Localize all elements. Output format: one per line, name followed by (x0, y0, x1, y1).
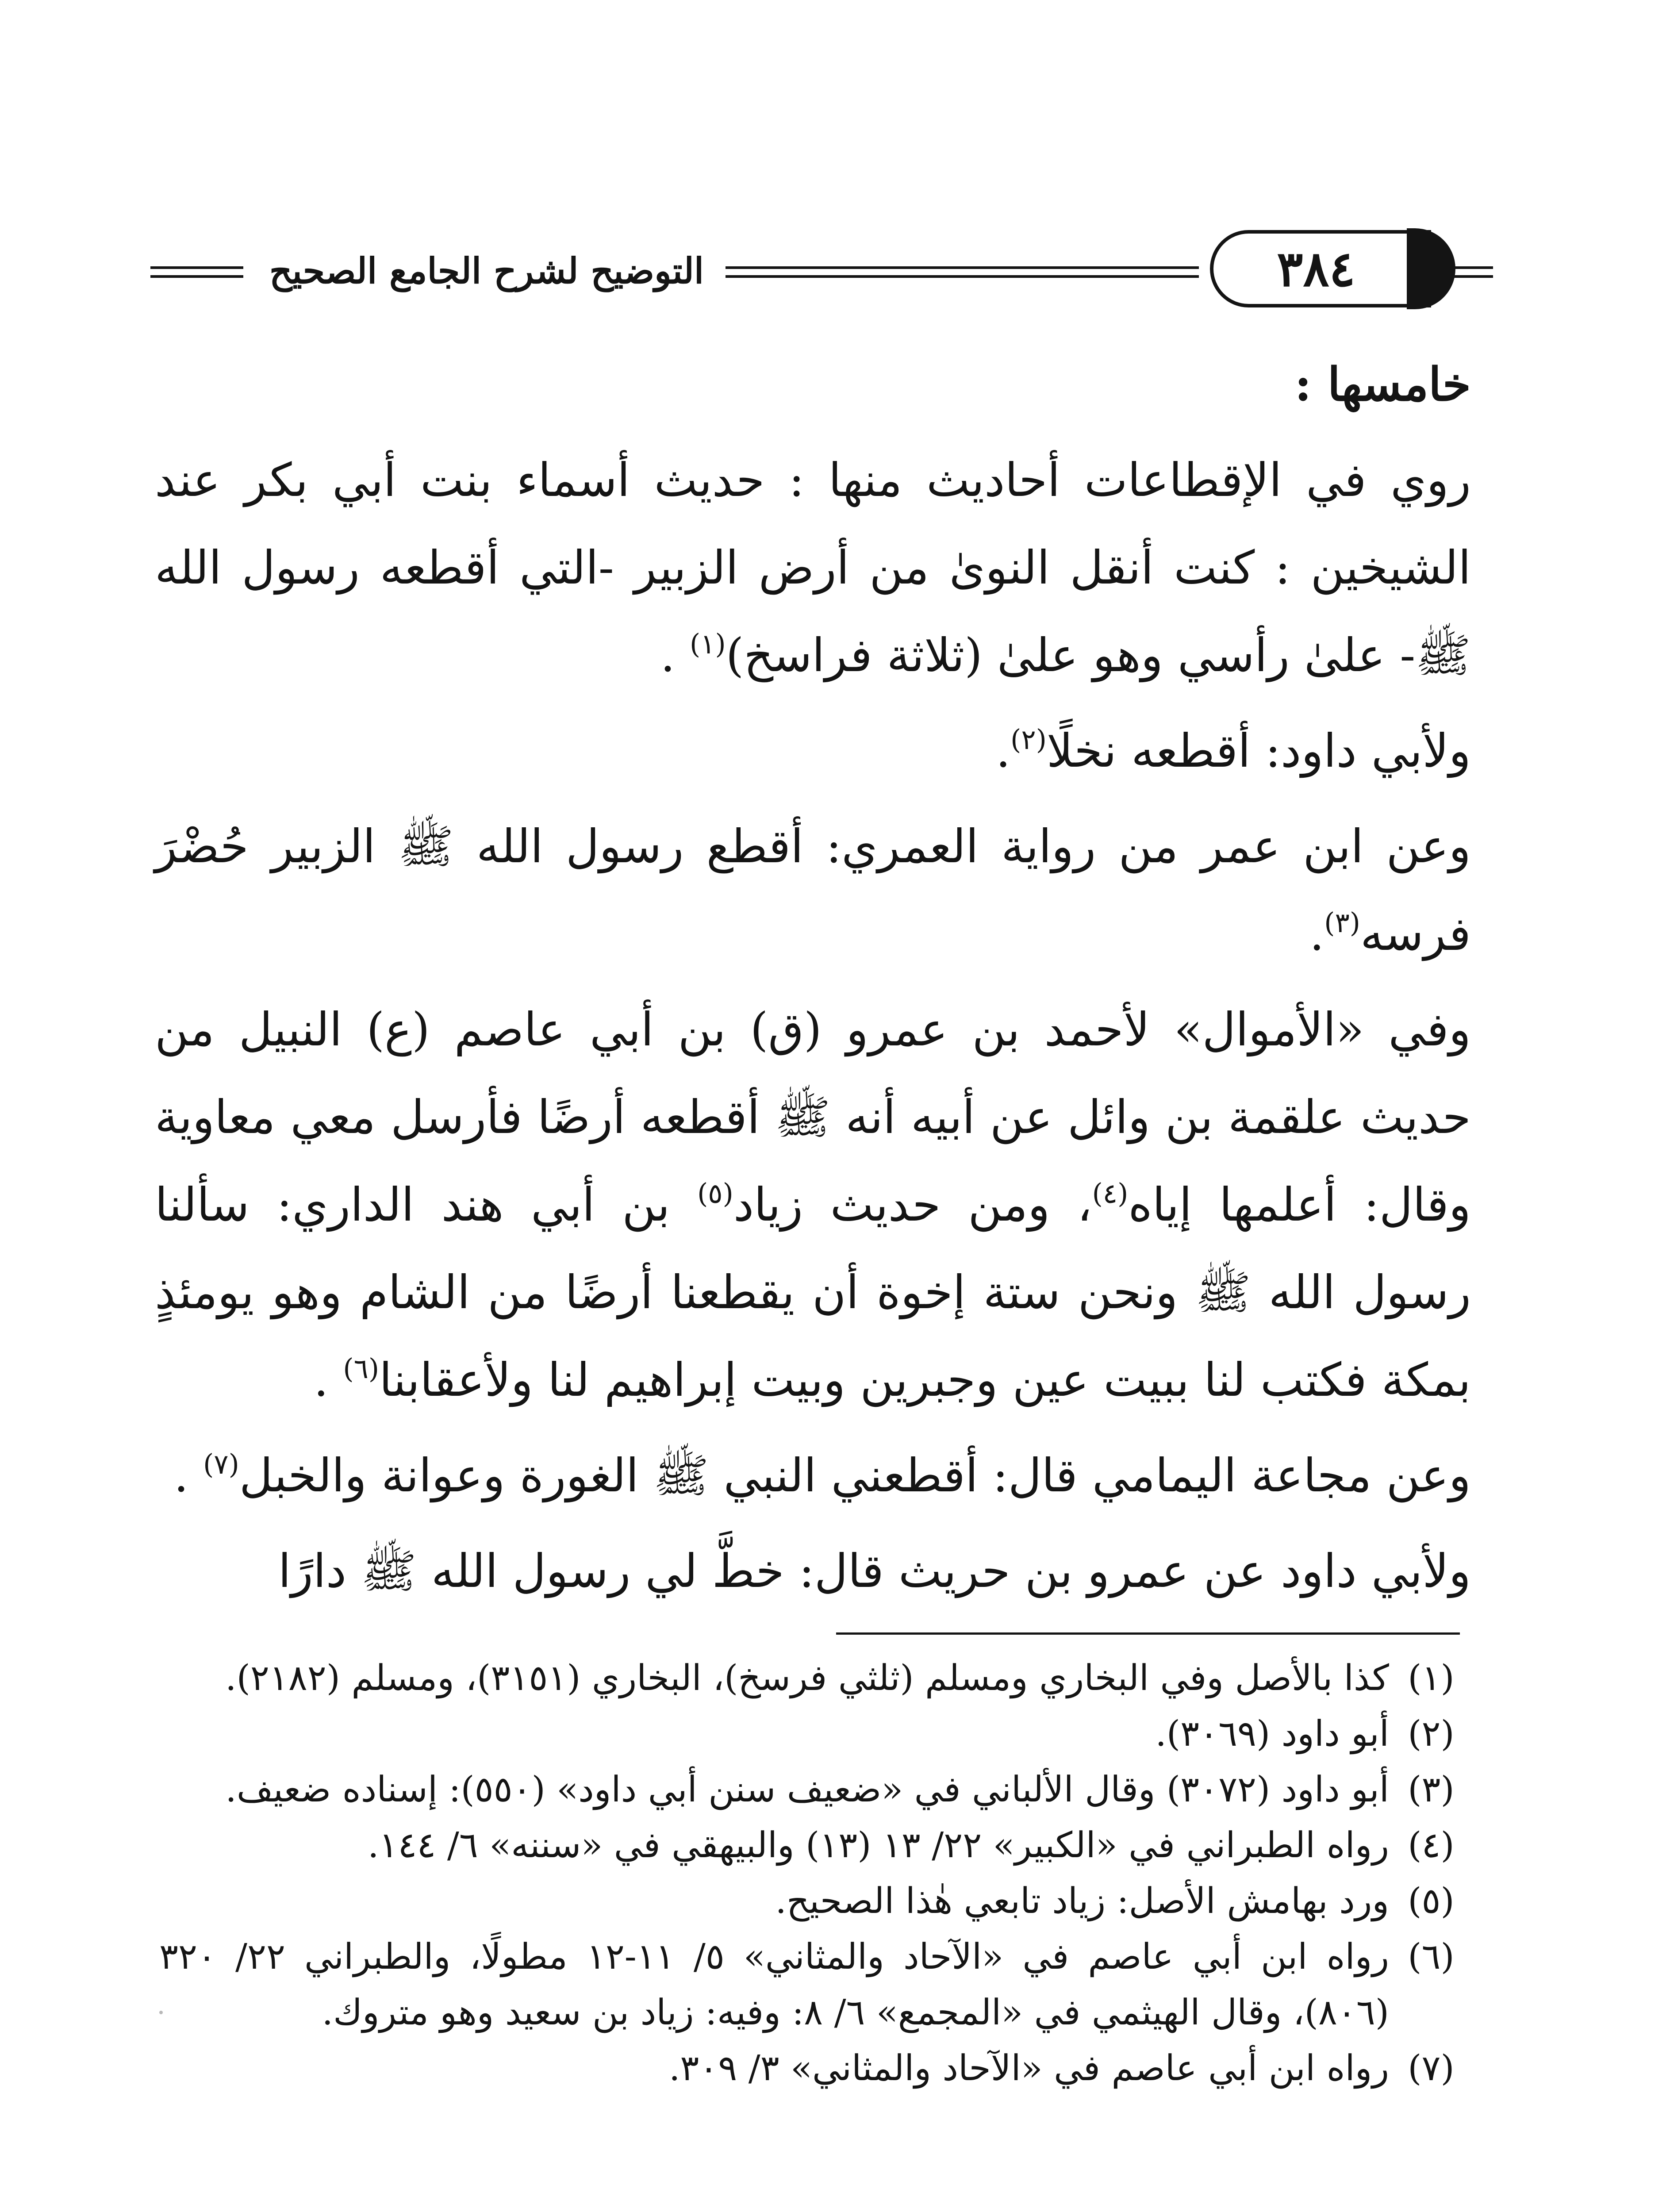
paragraph-text: وفي «الأموال» لأحمد بن عمرو (ق) بن أبي عاصم (ع) النبيل من حديث علقمة بن وائل عن أبيه أنه ﷺ أقطعه أرضًا فأرسل معي معاوية وقال: أعلمها إياه (155, 1002, 1471, 1232)
paragraph-text: ، ومن حديث زياد (733, 1178, 1092, 1232)
footnote (159, 1762, 1464, 1817)
main-text (155, 341, 1471, 1623)
footnote-number: (٧) (1408, 2047, 1455, 2089)
header-rule-middle (726, 266, 1199, 278)
footnote-text: ورد بهامش الأصل: زياد تابعي هٰذا الصحيح. (775, 1880, 1389, 1921)
paragraph (155, 1432, 1471, 1519)
paragraph (155, 436, 1471, 699)
section-heading: خامسها : (1294, 357, 1471, 411)
paragraph-text: ولأبي داود: أقطعه نخلًا (1046, 724, 1471, 778)
footnote-text: رواه ابن أبي عاصم في «الآحاد والمثاني» ٣/ ٣٠٩. (668, 2047, 1389, 2089)
footnote-number: (٣) (1408, 1769, 1455, 1810)
paragraph-text: وعن مجاعة اليمامي قال: أقطعني النبي ﷺ الغورة وعوانة والخبل (239, 1448, 1471, 1502)
footnote-number: (٤) (1408, 1824, 1455, 1866)
footnote (159, 1650, 1464, 1706)
header-rule-left (150, 266, 243, 278)
paragraph-text: وعن ابن عمر من رواية العمري: أقطع رسول الله ﷺ الزبير حُضْرَ فرسه (155, 819, 1471, 961)
paragraph-text: روي في الإقطاعات أحاديث منها : حديث أسماء بنت أبي بكر عند الشيخين : كنت أنقل النوىٰ من أرض الزبير -التي أقطعه رسول الله ﷺ- علىٰ رأسي وهو علىٰ (ثلاثة فراسخ) (155, 453, 1471, 682)
footnote (159, 1929, 1464, 2040)
footnote (159, 1817, 1464, 1873)
footnote-number: (٢) (1408, 1713, 1455, 1754)
footnote-number: (٥) (1408, 1880, 1455, 1921)
footnote-ref[interactable]: (٦) (343, 1352, 380, 1385)
footnotes (159, 1650, 1464, 2096)
footnote-number: (٦) (1408, 1936, 1455, 1977)
footnote-text: أبو داود (٣٠٧٢) وقال الألباني في «ضعيف سنن أبي داود» (٥٥٠): إسناده ضعيف. (225, 1769, 1389, 1810)
footnote-ref[interactable]: (٢) (1010, 723, 1047, 756)
paragraph (155, 707, 1471, 795)
paragraph-end: . (173, 1448, 203, 1502)
paragraph (155, 986, 1471, 1424)
footnote-separator (836, 1632, 1460, 1635)
footnote (159, 1706, 1464, 1762)
footnote (159, 2040, 1464, 2096)
page-number: ٣٨٤ (1277, 240, 1355, 297)
paragraph (155, 1527, 1471, 1615)
footnote-number: (١) (1408, 1657, 1455, 1698)
paragraph-end: . (314, 1353, 343, 1407)
footnote-text: كذا بالأصل وفي البخاري ومسلم (ثلثي فرسخ)، البخاري (٣١٥١)، ومسلم (٢١٨٢). (225, 1657, 1389, 1698)
paragraph-end: . (1309, 907, 1324, 961)
footnote-ref[interactable]: (٤) (1092, 1177, 1129, 1210)
paragraph-text: بن أبي هند الداري: سألنا رسول الله ﷺ ونحن ستة إخوة أن يقطعنا أرضًا من الشام وهو يومئذٍ بمكة فكتب لنا ببيت عين وجبرين وبيت إبراهيم لنا ولأعقابنا (155, 1178, 1471, 1407)
running-title: التوضيح لشرح الجامع الصحيح (269, 250, 704, 292)
page-header (150, 230, 1493, 307)
footnote-ref[interactable]: (٧) (203, 1448, 239, 1480)
footnote-text: أبو داود (٣٠٦٩). (1155, 1713, 1389, 1754)
footnote-ref[interactable]: (٥) (697, 1177, 733, 1210)
footnote-text: رواه ابن أبي عاصم في «الآحاد والمثاني» ٥/ ١١-١٢ مطولًا، والطبراني ٢٢/ ٣٢٠ (٨٠٦)، وقال الهيثمي في «المجمع» ٦/ ٨: وفيه: زياد بن سعيد وهو متروك. (159, 1936, 1389, 2033)
scan-speck (159, 2011, 163, 2014)
paragraph (155, 803, 1471, 978)
paragraph-text: ولأبي داود عن عمرو بن حريث قال: خطَّ لي رسول الله ﷺ دارًا (278, 1544, 1471, 1598)
footnote (159, 1873, 1464, 1929)
footnote-ref[interactable]: (٣) (1324, 906, 1360, 939)
footnote-text: رواه الطبراني في «الكبير» ٢٢/ ١٣ (١٣) والبيهقي في «سننه» ٦/ ١٤٤. (368, 1824, 1389, 1866)
paragraph-end: . (660, 628, 690, 682)
paragraph-end: . (996, 724, 1011, 778)
footnote-ref[interactable]: (١) (689, 628, 726, 660)
header-rule-right (1447, 266, 1493, 278)
